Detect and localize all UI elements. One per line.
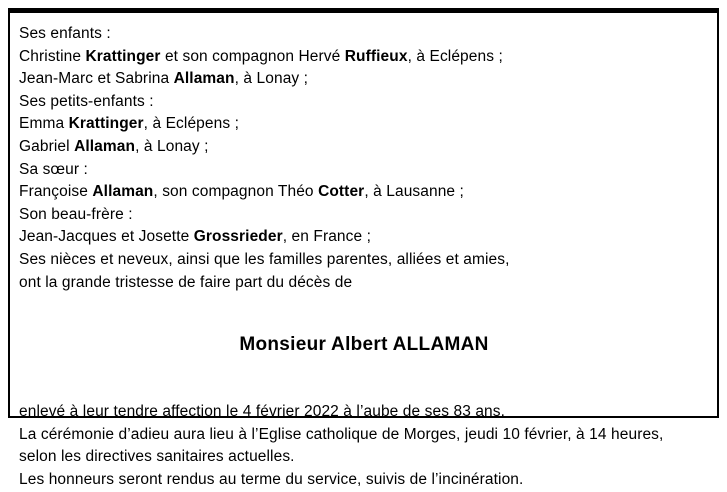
text-run: Françoise [19, 183, 93, 201]
text-run: Sa sœur : [19, 160, 88, 178]
text-run: Ses nièces et neveux, ainsi que les familles parentes, alliées et amies, [19, 250, 510, 268]
family-name: Allaman [74, 137, 136, 155]
top-border-rule [8, 8, 719, 13]
notice-line [19, 159, 709, 182]
text-run: selon les directives sanitaires actuelles. [19, 448, 295, 466]
family-name: Krattinger [85, 47, 161, 65]
text-run: ont la grande tristesse de faire part du décès de [19, 273, 353, 291]
notice-line [19, 249, 709, 272]
notice-line [19, 68, 709, 91]
family-name: Grossrieder [193, 228, 283, 246]
text-run: , à Lonay ; [234, 70, 309, 88]
notice-line [19, 469, 709, 492]
text-run: Ses petits-enfants : [19, 92, 154, 110]
text-run: et son compagnon Hervé [160, 47, 345, 65]
notice-line [19, 401, 709, 424]
text-run: Emma [19, 115, 69, 133]
notice-line [19, 272, 709, 295]
text-run: Gabriel [19, 137, 75, 155]
family-name: Krattinger [68, 115, 144, 133]
text-run: Jean-Jacques et Josette [19, 228, 194, 246]
text-run: Jean-Marc et Sabrina [19, 70, 174, 88]
text-run: , à Lonay ; [135, 137, 209, 155]
text-run: , son compagnon Théo [153, 183, 319, 201]
family-name: Allaman [173, 70, 235, 88]
notice-line [19, 136, 709, 159]
family-name: Cotter [318, 183, 365, 201]
notice-line [19, 446, 709, 469]
text-run: , en France ; [282, 228, 372, 246]
notice-line [19, 424, 709, 447]
right-border-rule [717, 8, 719, 418]
text-run: , à Lausanne ; [364, 183, 464, 201]
deceased-name: Monsieur Albert ALLAMAN [239, 334, 489, 356]
text-run: , à Eclépens ; [407, 47, 503, 65]
notice-line [19, 46, 709, 69]
text-run: Les honneurs seront rendus au terme du service, suivis de l’incinération. [19, 470, 524, 488]
text-run: , à Eclépens ; [143, 115, 239, 133]
notice-line [19, 226, 709, 249]
notice-line [19, 113, 709, 136]
service-details-block [19, 401, 709, 491]
notice-line [19, 23, 709, 46]
notice-line [19, 181, 709, 204]
text-run: Son beau-frère : [19, 205, 133, 223]
text-run: Christine [19, 47, 86, 65]
text-run: La cérémonie d’adieu aura lieu à l’Eglise catholique de Morges, jeudi 10 février, à 14 heures, [19, 425, 664, 443]
family-name: Ruffieux [344, 47, 408, 65]
left-border-rule [8, 8, 10, 418]
notice-line [19, 91, 709, 114]
survivors-block [19, 23, 709, 294]
family-name: Allaman [92, 183, 154, 201]
text-run: enlevé à leur tendre affection le 4 février 2022 à l’aube de ses 83 ans. [19, 403, 506, 421]
notice-line [19, 204, 709, 227]
text-run: Ses enfants : [19, 25, 111, 42]
notice-content [19, 23, 709, 492]
